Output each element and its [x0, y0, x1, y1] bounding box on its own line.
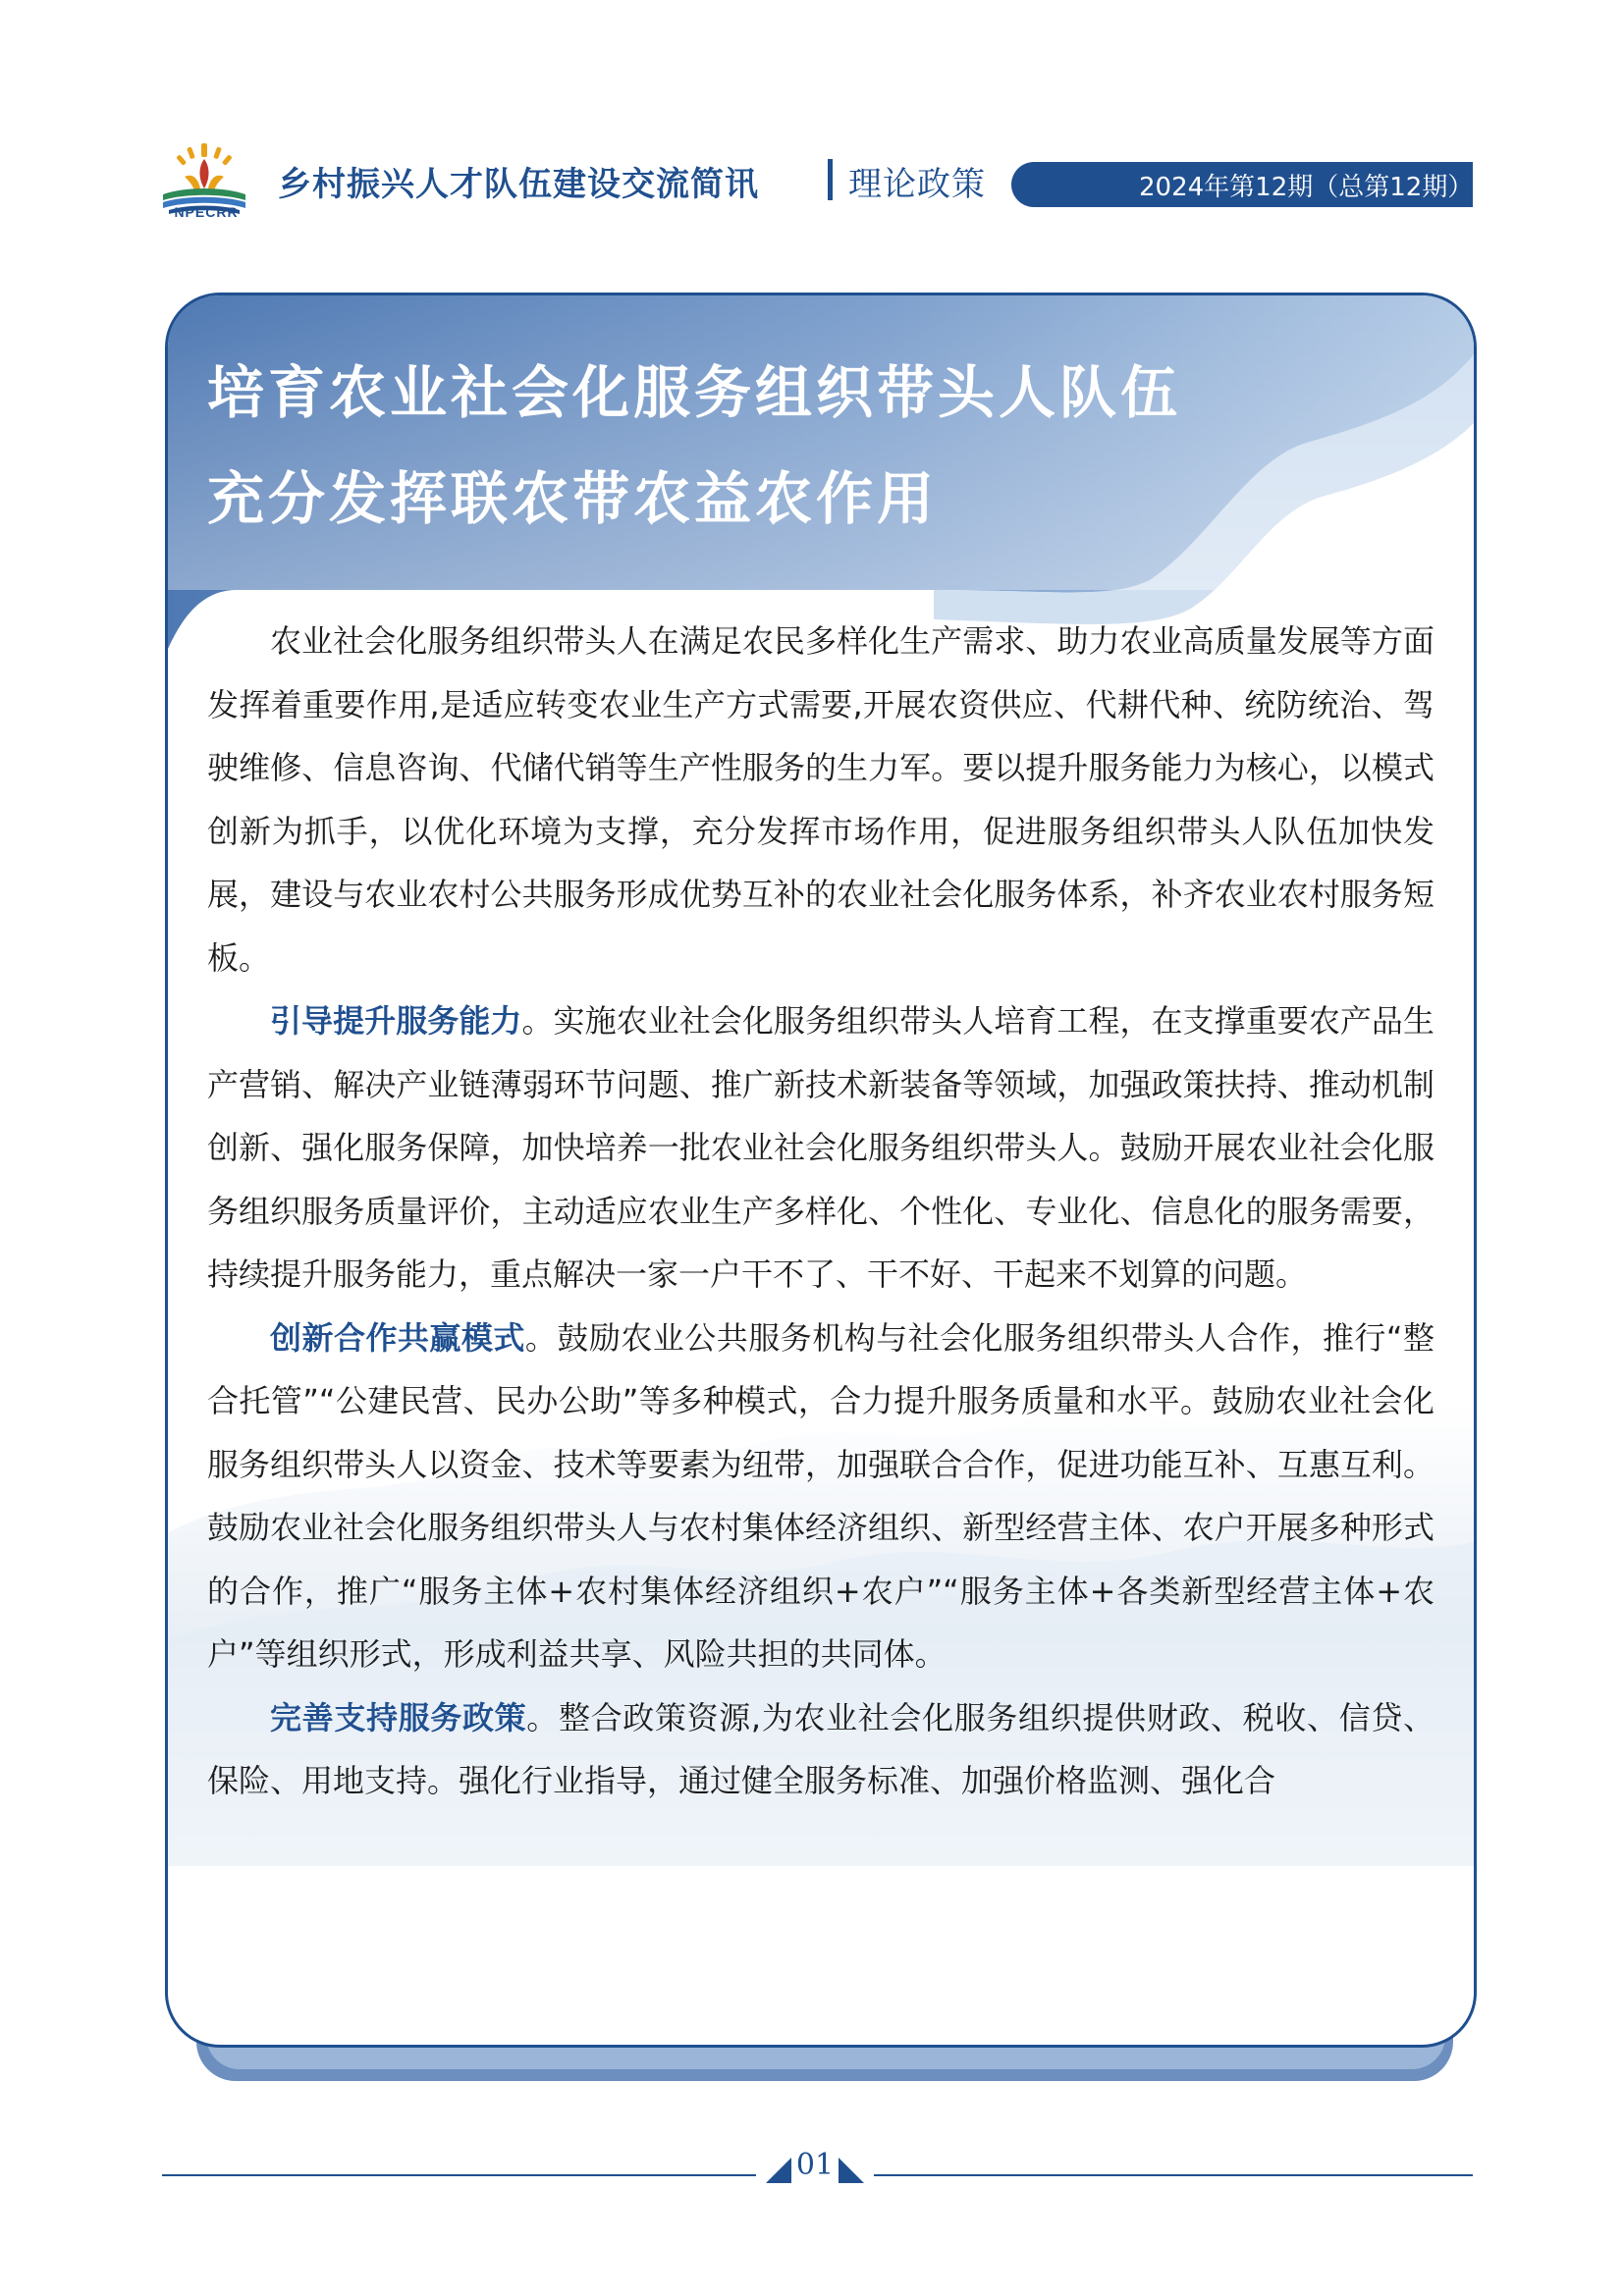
paragraph-lead: 创新合作共赢模式 [270, 1318, 525, 1357]
triangle-right-icon [839, 2156, 868, 2185]
paragraph-lead: 引导提升服务能力 [270, 1002, 522, 1040]
issue-number: 2024年第12期（总第12期） [1139, 173, 1474, 202]
section-label: 理论政策 [848, 165, 986, 204]
paragraph-text: 。实施农业社会化服务组织带头人培育工程，在支撑重要农产品生产营销、解决产业链薄弱环节问题、推广新技术新装备等领域，加强政策扶持、推动机制创新、强化服务保障，加快培养一批农业社会化服务组织带头人。鼓励开展农业社会化服务组织服务质量评价，主动适应农业生产多样化、个性化、专业化、信息化的服务需要，持续提升服务能力，重点解决一家一户干不了、干不好、干起来不划算的问题。 [207, 1002, 1435, 1293]
paragraph-support-policy [207, 1686, 1435, 1813]
paragraph-text: 。整合政策资源,为农业社会化服务组织提供财政、税收、信贷、保险、用地支持。强化行业指导，通过健全服务标准、加强价格监测、强化合 [207, 1698, 1435, 1799]
paragraph-intro [207, 610, 1435, 989]
article-body [207, 610, 1435, 1813]
paragraph-text: 农业社会化服务组织带头人在满足农民多样化生产需求、助力农业高质量发展等方面发挥着重要作用,是适应转变农业生产方式需要,开展农资供应、代耕代种、统防统治、驾驶维修、信息咨询、代储代销等生产性服务的生力军。要以提升服务能力为核心，以模式创新为抓手，以优化环境为支撑，充分发挥市场作用，促进服务组织带头人队伍加快发展，建设与农业农村公共服务形成优势互补的农业社会化服务体系，补齐农业农村服务短板。 [207, 622, 1435, 977]
paragraph-text: 。鼓励农业公共服务机构与社会化服务组织带头人合作，推行“整合托管”“公建民营、民办公助”等多种模式，合力提升服务质量和水平。鼓励农业社会化服务组织带头人以资金、技术等要素为纽带，加强联合合作，促进功能互补、互惠互利。鼓励农业社会化服务组织带头人与农村集体经济组织、新型经营主体、农户开展多种形式的合作，推广“服务主体+农村集体经济组织+农户”“服务主体+各类新型经营主体+农户”等组织形式，形成利益共享、风险共担的共同体。 [207, 1318, 1435, 1673]
article-card [165, 293, 1477, 2048]
triangle-left-icon [762, 2156, 791, 2185]
header-divider [828, 159, 833, 200]
logo-text: NPECRR [174, 204, 239, 220]
page-number: 01 [795, 2148, 835, 2182]
publication-title: 乡村振兴人才队伍建设交流简讯 [278, 165, 759, 204]
page-header [0, 0, 1624, 226]
article-title-line-1: 培育农业社会化服务组织带头人队伍 [207, 359, 1182, 426]
paragraph-cooperation-model [207, 1307, 1435, 1686]
paragraph-guide-service [207, 989, 1435, 1307]
paragraph-lead: 完善支持服务政策 [270, 1698, 527, 1736]
article-title-line-2: 充分发挥联农带农益农作用 [207, 465, 939, 532]
